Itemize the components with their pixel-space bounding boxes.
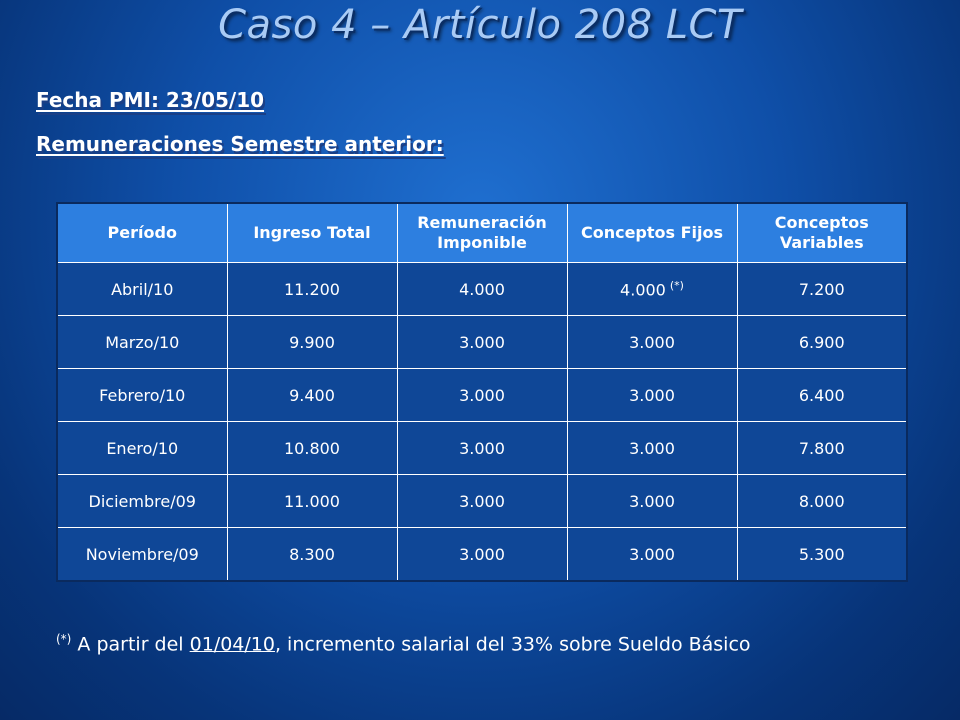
cell-ingreso-total: 9.400 [227,369,397,422]
cell-periodo: Diciembre/09 [57,475,227,528]
table-row [57,422,907,475]
cell-periodo: Marzo/10 [57,316,227,369]
cell-conceptos-variables: 5.300 [737,528,907,582]
cell-ingreso-total: 8.300 [227,528,397,582]
table-row [57,369,907,422]
cell-ingreso-total: 11.000 [227,475,397,528]
cell-remuneracion-imponible: 3.000 [397,528,567,582]
footnote-text-before: A partir del [77,633,190,656]
cell-remuneracion-imponible: 3.000 [397,369,567,422]
header-ingreso-total: Ingreso Total [227,203,397,263]
cell-value: 4.000 [620,280,666,300]
header-remuneracion-imponible: Remuneración Imponible [397,203,567,263]
remuneraciones-heading: Remuneraciones Semestre anterior: [36,132,444,156]
footnote-marker: (*) [56,632,72,646]
cell-periodo: Noviembre/09 [57,528,227,582]
cell-ingreso-total: 11.200 [227,263,397,316]
note-marker: (*) [669,278,684,292]
cell-conceptos-fijos: 3.000 [567,475,737,528]
cell-periodo: Enero/10 [57,422,227,475]
cell-conceptos-variables: 7.800 [737,422,907,475]
cell-remuneracion-imponible: 3.000 [397,475,567,528]
cell-ingreso-total: 9.900 [227,316,397,369]
fecha-pmi-heading: Fecha PMI: 23/05/10 [36,88,265,112]
cell-ingreso-total: 10.800 [227,422,397,475]
cell-conceptos-fijos: 3.000 [567,528,737,582]
cell-remuneracion-imponible: 3.000 [397,316,567,369]
table-header-row [57,203,907,263]
table-row [57,263,907,316]
footnote-text-after: , incremento salarial del 33% sobre Sueldo Básico [274,633,751,656]
table-row [57,475,907,528]
cell-conceptos-variables: 8.000 [737,475,907,528]
footnote [56,632,936,655]
header-conceptos-fijos: Conceptos Fijos [567,203,737,263]
table-row [57,528,907,582]
cell-periodo: Febrero/10 [57,369,227,422]
cell-conceptos-fijos: 3.000 [567,316,737,369]
table-row [57,316,907,369]
cell-conceptos-fijos [567,263,737,316]
remuneraciones-table [56,202,908,582]
cell-conceptos-fijos: 3.000 [567,422,737,475]
slide-title: Caso 4 – Artículo 208 LCT [218,2,742,48]
footnote-date: 01/04/10 [189,633,275,656]
cell-periodo: Abril/10 [57,263,227,316]
cell-conceptos-variables: 6.900 [737,316,907,369]
cell-conceptos-variables: 7.200 [737,263,907,316]
cell-conceptos-fijos: 3.000 [567,369,737,422]
header-periodo: Período [57,203,227,263]
cell-remuneracion-imponible: 4.000 [397,263,567,316]
cell-remuneracion-imponible: 3.000 [397,422,567,475]
header-conceptos-variables: Conceptos Variables [737,203,907,263]
cell-conceptos-variables: 6.400 [737,369,907,422]
